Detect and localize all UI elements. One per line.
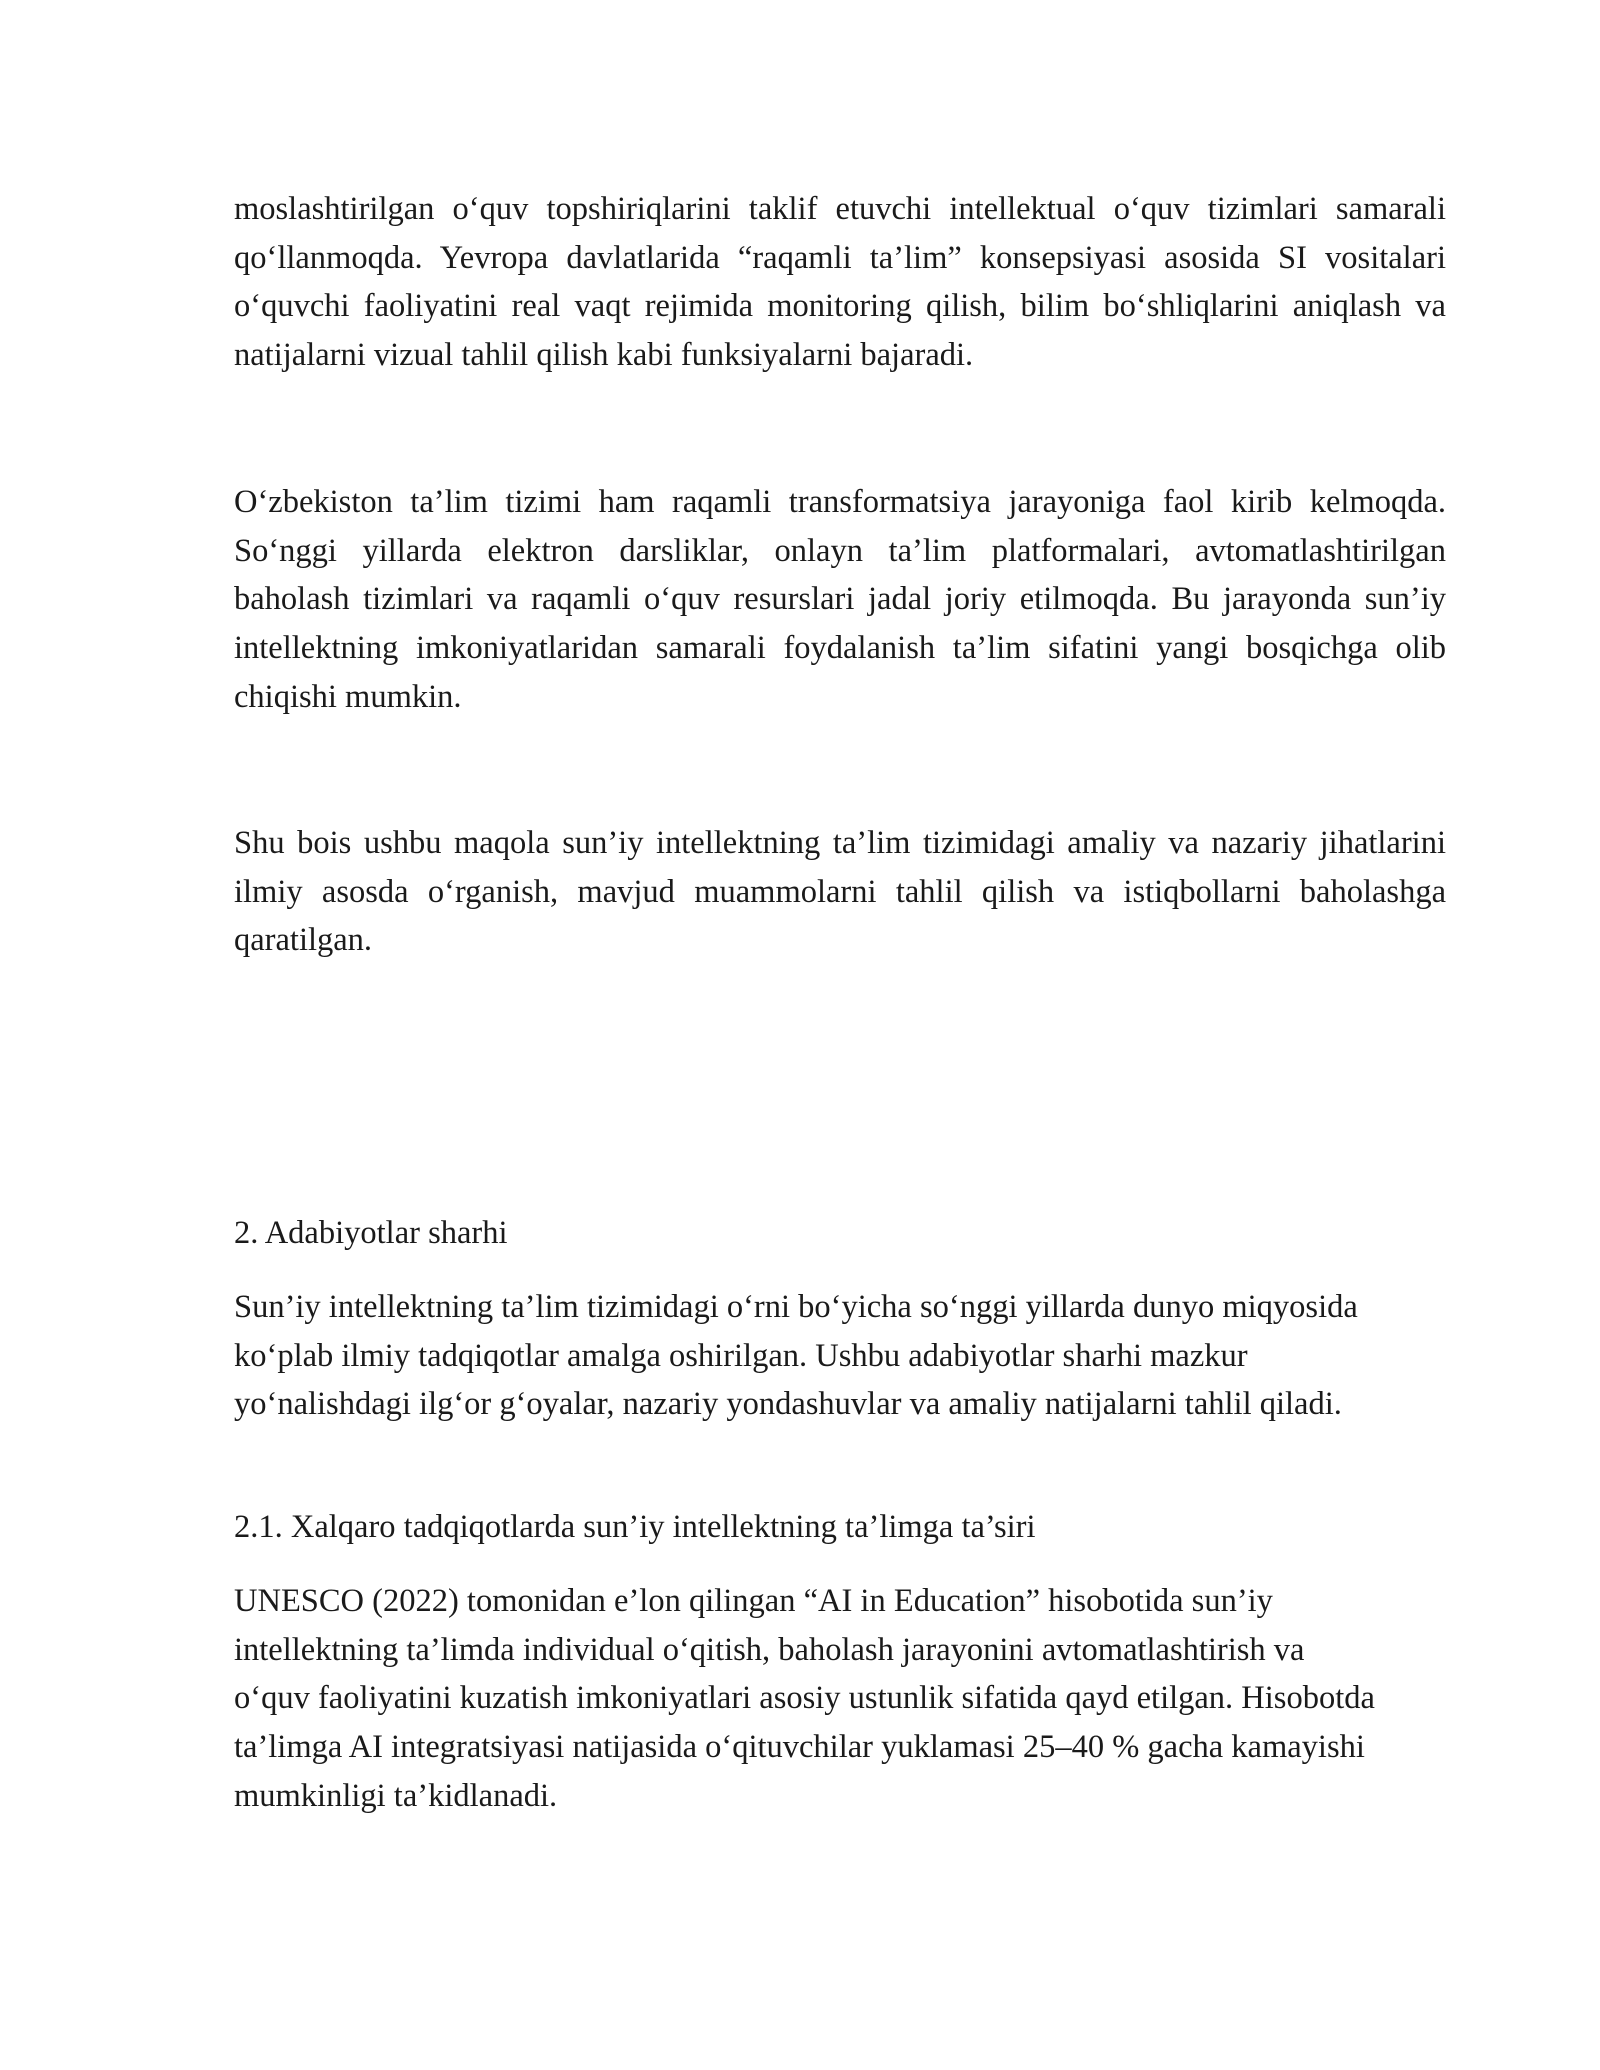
- paragraph-unesco-report: UNESCO (2022) tomonidan e’lon qilingan “AI in Education” hisobotida sun’iy intellektning ta’limda individual o‘qitish, baholash jarayonini avtomatlashtirish va o‘quv faoliyatini kuzatish imkoniyatlari asosiy ustunlik sifatida qayd etilgan. Hisobotda ta’limga AI integratsiyasi natijasida o‘qituvchilar yuklamasi 25–40 % gacha kamayishi mumkinligi ta’kidlanadi.: [234, 1583, 1375, 1814]
- paragraph-article-purpose: Shu bois ushbu maqola sun’iy intellektning ta’lim tizimidagi amaliy va nazariy jihatlarini ilmiy asosda o‘rganish, mavjud muammolarni tahlil qilish va istiqbollarni baholashga qaratilgan.: [234, 825, 1446, 959]
- subsection-heading-international-research: 2.1. Xalqaro tadqiqotlarda sun’iy intellektning ta’limga ta’siri: [234, 1509, 1036, 1545]
- paragraph-literature-review-intro: Sun’iy intellektning ta’lim tizimidagi o‘rni bo‘yicha so‘nggi yillarda dunyo miqyosida ko‘plab ilmiy tadqiqotlar amalga oshirilgan. Ushbu adabiyotlar sharhi mazkur yo‘nalishdagi ilg‘or g‘oyalar, nazariy yondashuvlar va amaliy natijalarni tahlil qiladi.: [234, 1289, 1358, 1423]
- paragraph-continuation: moslashtirilgan o‘quv topshiriqlarini taklif etuvchi intellektual o‘quv tizimlari samarali qo‘llanmoqda. Yevropa davlatlarida “raqamli ta’lim” konsepsiyasi asosida SI vositalari o‘quvchi faoliyatini real vaqt rejimida monitoring qilish, bilim bo‘shliqlarini aniqlash va natijalarni vizual tahlil qilish kabi funksiyalarni bajaradi.: [234, 191, 1446, 374]
- section-heading-literature-review: 2. Adabiyotlar sharhi: [234, 1215, 508, 1251]
- paragraph-uzbekistan-education: O‘zbekiston ta’lim tizimi ham raqamli transformatsiya jarayoniga faol kirib kelmoqda. So‘nggi yillarda elektron darsliklar, onlayn ta’lim platformalari, avtomatlashtirilgan baholash tizimlari va raqamli o‘quv resurslari jadal joriy etilmoqda. Bu jarayonda sun’iy intellektning imkoniyatlaridan samarali foydalanish ta’lim sifatini yangi bosqichga olib chiqishi mumkin.: [234, 484, 1446, 715]
